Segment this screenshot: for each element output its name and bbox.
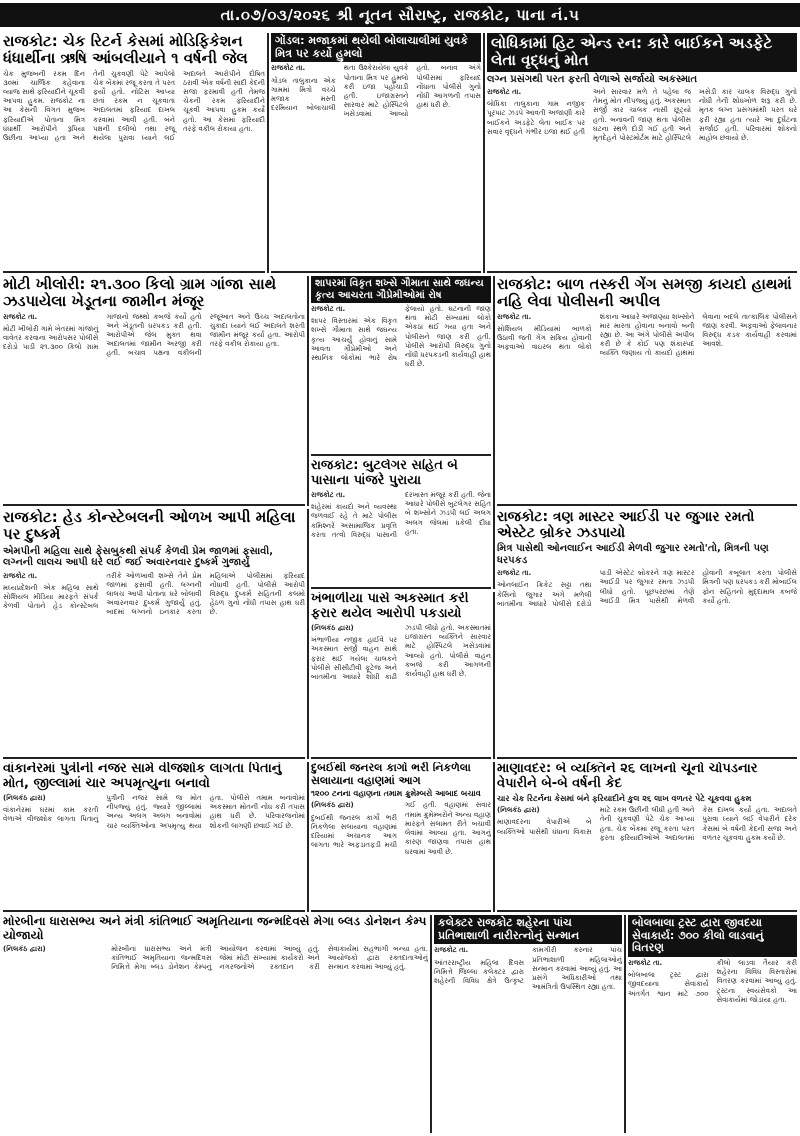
story-headline: રાજકોટ: ચેક રિટર્ન કેસમાં મોડિફિકેશન ધંધાર્થીના ઋષિ આંબલીયાને ૧ વર્ષની જેલ [3, 33, 248, 68]
column-rule [307, 276, 309, 506]
story-text: આંતરરાષ્ટ્રીય મહિલા દિવસ નિમિત્તે જિલ્લા કલેક્ટર દ્વારા શહેરની વિવિધ ક્ષેત્રે ઉત્કૃષ્ટ કામગીરી કરનાર પાંચ પ્રતિભાશાળી મહિલાઓનું સન્માન કરવામાં આવ્યું હતું. આ પ્રસંગે અધિકારીઓ તથા આમંત્રિતો ઉપસ્થિત રહ્યા હતા. [434, 946, 622, 992]
column-rule [624, 915, 626, 1133]
story-text: દુબઈથી જનરલ કાર્ગો ભરી નિકળેલા સલાયાના વહાણમાં દરિયામાં અચાનક આગ લાગતા ભારે અફડાતફડી મચી ગઈ હતી. વહાણમાં સવાર તમામ ક્રુમેમ્બરોને અન્ય વહાણ મારફતે સલામત રીતે બચાવી લેવામાં આવ્યા હતા. આગનું કારણ જાણવા તપાસ હાથ ધરવામાં આવી છે. [311, 801, 491, 856]
story-text: સોશિયલ મીડિયામાં બાળકો ઉઠાવી જતી ગેંગ સક્રિય હોવાની અફવાઓ વાઇરલ થતા લોકો શંકાના આધારે અજાણ્યા શખ્સોને માર મારતા હોવાના બનાવો બની રહ્યા છે. આ અંગે પોલીસે અપીલ કરી છે કે કોઈ પણ શંકાસ્પદ વ્યક્તિ જણાય તો કાયદો હાથમાં લેવાના બદલે તાત્કાલિક પોલીસને જાણ કરવી. અફવાઓ ફેલાવનાર વિરુદ્ધ કડક કાર્યવાહી કરવામાં આવશે. [497, 312, 797, 358]
story-text: ખંભાળીયા નજીક હાઈવે પર અકસ્માત સર્જી વાહન સાથે ફરાર થઈ ગયેલા ચાલકને પોલીસે સીસીટીવી ફૂટેજ અને બાતમીના આધારે શોધી કાઢી ઝડપી લીધો હતો. અકસ્માતમાં ઇજાગ્રસ્ત વ્યક્તિને સારવાર માટે હોસ્પિટલે ખસેડવામાં આવ્યો હતો. પોલીસે વાહન કબજે કરી આગળની કાર્યવાહી હાથ ધરી છે. [311, 623, 491, 682]
story-text: મધ્યપ્રદેશની એક મહિલા સાથે સોશિયલ મીડિયા મારફતે સંપર્ક કેળવી પોતાને હેડ કોન્સ્ટેબલ તરીકે ઓળખાવી શખ્સે તેને પ્રેમ જાળમાં ફસાવી હતી. લગ્નની લાલચ આપી પોતાના ઘરે બોલાવી અવારનવાર દુષ્કર્મ ગુજાર્યું હતું. બાદમાં લગ્નનો ઇનકાર કરતા મહિલાએ પોલીસમાં ફરિયાદ નોંધાવી હતી. પોલીસે આરોપી વિરુદ્ધ દુષ્કર્મ સહિતની કલમો હેઠળ ગુનો નોંધી તપાસ હાથ ધરી છે. [3, 571, 305, 617]
story-text: ગોંડલ તાલુકાના એક ગામમાં મિત્રો વચ્ચે મજાક મસ્તી દરમિયાન બોલાચાલી થતા ઉશ્કેરાયેલા યુવકે પોતાના મિત્ર પર હુમલો કરી ઇજા પહોંચાડી હતી. ઇજાગ્રસ્તને સારવાર માટે હોસ્પિટલે ખસેડવામાં આવ્યો હતો. બનાવ અંગે પોલીસમાં ફરિયાદ નોંધાતા પોલીસે ગુનો નોંધી આગળની તપાસ હાથ ધરી છે. [271, 64, 481, 119]
story-dateline: રાજકોટ તા. [434, 946, 469, 955]
story-dateline: (નિલકંઠ દ્વારા) [497, 806, 540, 815]
column-rule [493, 592, 495, 759]
story-dateline: રાજકોટ તા. [3, 571, 38, 580]
story-text: ઓનલાઈન ક્રિકેટ સટ્ટા તથા કેસિનો જુગાર અંગે મળેલી બાતમીના આધારે પોલીસે દરોડો પાડી એસ્ટેટ બ્રોકરને ત્રણ માસ્ટર આઈડી પર જુગાર રમતા ઝડપી લીધો હતો. પૂછપરછમાં તેણે આઈડી મિત્ર પાસેથી મેળવી હોવાની કબૂલાત કરતા પોલીસે મિત્રની પણ ધરપકડ કરી મોબાઈલ ફોન સહિતનો મુદ્દામાલ કબજે કર્યો હતો. [497, 569, 797, 608]
story-headline: મોરબીના ધારાસભ્ય અને મંત્રી કાંતિભાઈ અમૃતિયાના જન્મદિવસે મેગા બ્લડ ડોનેશન કેમ્પ યોજાયો [3, 915, 427, 942]
story-subheadline: મિત્ર પાસેથી ઓનલાઈન આઈડી મેળવી જુગાર રમતો'તો, મિત્રની પણ ધરપકડ [497, 543, 769, 566]
story-dateline: રાજકોટ તા. [628, 958, 663, 967]
story-text: લોધિકા તાલુકાના ગામ નજીક પૂરપાટ ઝડપે આવતી અજાણી કારે બાઈકને અડફેટે લેતા બાઈક પર સવાર વૃદ્ધને ગંભીર ઇજા થઈ હતી અને સારવાર મળે તે પહેલા જ તેમનું મોત નીપજ્યું હતું. અકસ્માત સર્જી કાર ચાલક નાસી છૂટ્યો હતો. બનાવની જાણ થતા પોલીસ ઘટના સ્થળે દોડી ગઈ હતી અને મૃતદેહને પોસ્ટમોર્ટમ માટે હોસ્પિટલે ખસેડી કાર ચાલક વિરુદ્ધ ગુનો નોંધી તેની શોધખોળ શરૂ કરી છે. મૃતક લગ્ન પ્રસંગમાંથી પરત ઘરે ફરી રહ્યા હતા ત્યારે આ દુર્ઘટના સર્જાઈ હતી. પરિવારમાં શોકનો માહોલ છવાયો છે. [487, 88, 797, 143]
story-manavadar [497, 762, 797, 912]
story-body [434, 946, 622, 992]
header-text: તા.૦૭/૦૩/૨૦૨૬ શ્રી નૂતન સૌરાષ્ટ્ર, રાજકોટ, પાના નં.૫ [220, 6, 580, 24]
story-cheque-return [3, 33, 265, 273]
column-rule [430, 915, 432, 1133]
story-ganja-bail [3, 276, 305, 506]
story-body [497, 806, 797, 843]
story-wankaner [3, 762, 305, 912]
story-headline: રાજકોટ: બાળ તસ્કરી ગેંગ સમજી કાયદો હાથમાં નહિ લેવા પોલીસની અપીલ [497, 276, 792, 311]
story-dateline: રાજકોટ તા. [311, 305, 346, 313]
column-rule [493, 762, 495, 912]
story-text: માણાવદરના વેપારીએ બે વ્યક્તિઓ પાસેથી ધંધાના વિકાસ માટે રકમ ઉછીની લીધી હતી અને તેની ચુકવણી પેટે ચેક આપ્યા હતા. ચેક બેંકમાં રજૂ કરતા પરત ફરતા ફરિયાદીઓએ અદાલતમાં કેસ દાખલ કર્યા હતા. અદાલતે પુરાવા ધ્યાને લઈ વેપારીને દરેક કેસમાં બે વર્ષની કેદની સજા અને વળતર ચૂકવવા હુકમ કર્યો છે. [497, 806, 797, 842]
story-body [3, 70, 265, 144]
story-dateline: (નિલકંઠ દ્વારા) [3, 944, 46, 953]
story-body [628, 959, 797, 1005]
story-dateline: (નિલકંઠ દ્વારા) [311, 623, 354, 632]
page-header [0, 0, 800, 30]
story-headline: મોટી ખીલોરી: ૨૧.૩૦૦ કિલો ગ્રામ ગાંજા સાથે ઝડપાયેલા ખેડૂતના જામીન મંજૂર [3, 276, 277, 311]
story-headline: ગોંડલ: મજાકમાં થયેલી બોલાચાલીમાં યુવકે મિત્ર પર કર્યો હુમલો [271, 33, 481, 62]
story-headline: વાંકાનેરમાં પુત્રીની નજર સામે વીજશોક લાગતા પિતાનું મોત, જીલ્લામાં ચાર અપમૃત્યુના બનાવો [3, 762, 282, 791]
story-headline: રાજકોટ: હેડ કોન્સ્ટેબલની ઓળખ આપી મહિલા પર દુષ્કર્મ [3, 509, 296, 544]
story-text: મોરબીના ધારાસભ્ય અને મંત્રી કાંતિભાઈ અમૃતિયાના જન્મદિવસ નિમિત્તે મેગા બ્લડ ડોનેશન કેમ્પનું આયોજન કરવામાં આવ્યું હતું. જેમાં મોટી સંખ્યામાં કાર્યકરો અને નગરજનોએ રક્તદાન કરી સેવાકાર્યમાં સહભાગી બન્યા હતા. આયોજકો દ્વારા રક્તદાતાઓનું સન્માન કરવામાં આવ્યું હતું. [111, 944, 428, 972]
story-body [311, 491, 491, 540]
story-body [3, 945, 428, 973]
story-child-trafficking [497, 276, 797, 506]
story-dateline: (નિલકંઠ દ્વારા) [311, 801, 354, 810]
story-headline: દુબઈથી જનરલ કાર્ગો ભરી નિકળેલા સલાયાના વહાણમાં આગ [311, 762, 471, 787]
story-subheadline: ૧૨૦૦ ટનના વહાણના તમામ ક્રુમેમ્બરો આબાદ બચાવ [311, 789, 481, 799]
story-bolbala-trust [628, 915, 797, 1133]
story-bootlegger [311, 459, 491, 589]
story-dateline: રાજકોટ તા. [497, 312, 532, 321]
story-text: બોલબાલા ટ્રસ્ટ દ્વારા જીવદયાના સેવાકાર્ય અંતર્ગત શ્વાન માટે ૭૦૦ કીલો લાડવા તૈયાર કરી શહેરના વિવિધ વિસ્તારોમાં વિતરણ કરવામાં આવ્યું હતું. ટ્રસ્ટના સ્વયંસેવકો આ સેવાકાર્યમાં જોડાયા હતા. [628, 958, 797, 1004]
story-body [311, 801, 491, 856]
column-rule [307, 509, 309, 759]
story-headline: માણાવદર: બે વ્યક્તિને ૨૬ લાખનો ચૂનો ચોપડનાર વેપારીને બે-બે વર્ષની કેદ [497, 762, 758, 791]
story-lodhika-hit-run [487, 33, 797, 273]
story-body [3, 572, 305, 618]
story-text: ચેક મુજબની રકમ દિન ૩૦માં ચાર્જિક કહેવાના વ્યાજ સાથે ફરિયાદીને ચૂકવી આપવા હુકમ. રાજકોટ ના આ કેસની વિગત મુજબ ફરિયાદીએ પોતાના મિત્ર ધંધાર્થી આરોપીને રૂપિયા ઉછીના આપ્યા હતા અને તેની ચુકવણી પેટે આપેલો ચેક બેંકમાં રજૂ કરતા તે પરત ફર્યો હતો. નોટિસ આપ્યા છતાં રકમ ન ચૂકવાતા અદાલતમાં ફરિયાદ દાખલ કરવામાં આવી હતી. બંને પક્ષની દલીલો તથા રજૂ થયેલા પુરાવા ધ્યાને લઈ અદાલતે આરોપીને દોષિત ઠરાવી એક વર્ષની સાદી કેદની સજા ફરમાવી હતી તેમજ ચેકની રકમ ફરિયાદીને ચૂકવી આપવા હુકમ કર્યો હતો. આ કેસમાં ફરિયાદી તરફે વકીલ રોકાયા હતા. [3, 69, 265, 143]
story-body [487, 88, 797, 143]
story-collector-honour [434, 915, 622, 1133]
column-rule [307, 762, 309, 912]
column-rule [267, 33, 269, 273]
story-salaya-ship [311, 762, 491, 912]
story-text: શાપર વિસ્તારમાં એક વિકૃત શખ્સે ગૌમાતા સાથે જઘન્ય કૃત્ય આચર્યું હોવાનું સામે આવતા ગૌપ્રેમીઓ અને સ્થાનિક લોકોમાં ભારે રોષ ફેલાયો હતો. ઘટનાની જાણ થતા મોટી સંખ્યામાં લોકો એકઠા થઈ ગયા હતા અને પોલીસને જાણ કરી હતી. પોલીસે આરોપી વિરુદ્ધ ગુનો નોંધી ધરપકડની કાર્યવાહી હાથ ધરી છે. [311, 305, 491, 369]
story-morbi-blood-camp [3, 915, 428, 1133]
story-head-constable [3, 509, 305, 759]
story-body [497, 313, 797, 359]
story-dateline: રાજકોટ તા. [3, 312, 38, 321]
story-khambhalia [311, 592, 491, 759]
story-gondal-assault [271, 33, 481, 273]
story-text: શહેરમાં કાયદો અને વ્યવસ્થા જળવાઈ રહે તે માટે પોલીસ કમિશ્નરે અસામાજિક પ્રવૃત્તિ કરતા તત્વો વિરુદ્ધ પાસાની દરખાસ્ત મંજૂર કરી હતી. જેના આધારે પોલીસે બુટલેગર સહિત બે શખ્સોને ઝડપી લઈ અલગ અલગ જેલમાં ધકેલી દીધા હતા. [311, 490, 491, 539]
story-headline: રાજકોટ: બુટલેગર સહિત બે પાસાના પાંજરે પુરાયા [311, 459, 458, 488]
story-headline: ખંભાળીયા પાસે અકસ્માત કરી ફરાર થયેલ આરોપી પકડાયો [311, 592, 469, 621]
story-dateline: રાજકોટ તા. [497, 569, 532, 578]
story-dateline: રાજકોટ તા. [487, 88, 522, 96]
story-body [3, 313, 305, 359]
story-body [311, 624, 491, 682]
story-subheadline: ચાર ચેક રિટર્નના કેસમાં બંને ફરિયાદીને કુલ ૨૬ લાખ વળતર પેટે ચૂકવવા હુકમ [497, 793, 752, 803]
story-body [311, 305, 491, 370]
story-body [3, 794, 305, 831]
story-headline: શાપરમાં વિકૃત શખ્સે ગૌમાતા સાથે જઘન્ય કૃત્ય આચરતા ગૌપ્રેમીઓમાં રોષ [311, 276, 491, 303]
story-shapar [311, 276, 491, 456]
story-headline: બોલબાલા ટ્રસ્ટ દ્વારા જીવદયા સેવાકાર્ય: ૭૦૦ કીલો લાડવાનું વિતરણ [628, 915, 797, 957]
story-dateline: (નિલકંઠ દ્વારા) [3, 793, 46, 802]
story-headline: લોધિકામાં હિટ એન્ડ રન: કારે બાઈકને અડફેટે લેતા વૃદ્ધનું મોત [487, 33, 797, 72]
story-dateline: રાજકોટ તા. [311, 490, 346, 499]
story-dateline: રાજકોટ તા. [271, 64, 306, 73]
story-body [271, 64, 481, 119]
story-text: વાંકાનેરમાં ઘરમાં કામ કરતી વેળાએ વીજશોક લાગતા પિતાનું પુત્રીની નજર સામે જ મોત નીપજ્યું હતું. જ્યારે જીલ્લામાં અન્ય અલગ અલગ બનાવોમાં ચાર વ્યક્તિઓના અપમૃત્યુ થયા હતા. પોલીસે તમામ બનાવોમાં અકસ્માત મોતની નોંધ કરી તપાસ હાથ ધરી છે. પરિવારજનોમાં શોકની લાગણી છવાઈ ગઈ છે. [3, 793, 305, 830]
story-subheadline: લગ્ન પ્રસંગથી પરત ફરતી વેળાએ સર્જાયો અકસ્માત [487, 73, 698, 85]
story-headline: કલેક્ટર રાજકોટ શહેરના પાંચ પ્રતિભાશાળી નારીરત્નોનું સન્માન [434, 915, 622, 944]
story-gambling-broker [497, 509, 797, 759]
column-rule [483, 33, 485, 273]
story-subheadline: એમપીની મહિલા સાથે ફેસબુકથી સંપર્ક કેળવી પ્રેમ જાળમાં ફસાવી, લગ્નની લાલચ આપી ઘરે લઈ જઈ અવારનવાર દુષ્કર્મ ગુજાર્યું [3, 545, 274, 568]
story-body [497, 569, 797, 609]
column-rule [493, 276, 495, 589]
story-headline: રાજકોટ: ત્રણ માસ્ટર આઈડી પર જુગાર રમતો એસ્ટેટ બ્રોકર ઝડપાયો [497, 509, 755, 542]
story-text: મોટી ખીલોરી ગામે ખેતરમાં ગાંજાનું વાવેતર કરવાના આરોપસર પોલીસે દરોડો પાડી ૨૧.૩૦૦ કિલો ગ્રામ ગાંજાનો જથ્થો કબજે કર્યો હતો અને ખેડૂતની ધરપકડ કરી હતી. આરોપીએ જેલ મુક્ત થવા અદાલતમાં જામીન અરજી કરી હતી. બચાવ પક્ષના વકીલની રજૂઆત અને ઉચ્ચ અદાલતોના ચુકાદા ધ્યાને લઈ અદાલતે શરતી જામીન મંજૂર કર્યા હતા. આરોપી તરફે વકીલ રોકાયા હતા. [3, 312, 305, 358]
